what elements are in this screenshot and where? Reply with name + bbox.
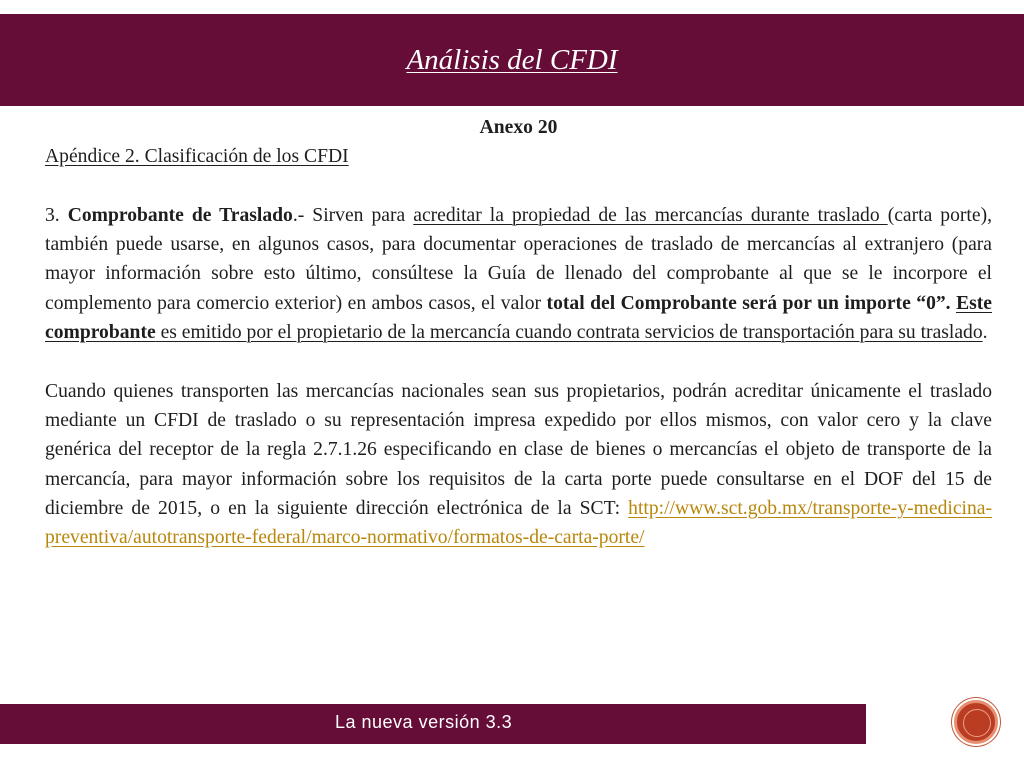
paragraph-traslado — [45, 201, 992, 347]
footer-text: La nueva versión 3.3 — [335, 712, 513, 732]
section-heading: Anexo 20 — [479, 117, 558, 138]
text-segment: (carta porte), también puede usarse, en algunos casos, para documentar operaciones de traslado de mercancías al extranjero (para mayor información sobre esto último, consúltese la Guía de llenado del comprobante al que se le incorpore el complemento para comercio exterior) en ambos casos, el valor — [45, 204, 992, 314]
spacer — [45, 347, 992, 376]
title-band — [0, 14, 1024, 106]
underlined-emitido: es emitido por el propietario de la mercancía cuando contrata servicios de transportación para su traslado — [155, 322, 983, 344]
text-segment: .- Sirven para — [292, 204, 414, 226]
slide-content — [45, 113, 992, 552]
spacer — [45, 172, 992, 201]
next-slide-circle-icon[interactable] — [954, 700, 998, 744]
item-number: 3. — [45, 204, 68, 226]
text-segment: Cuando quienes transporten las mercancías nacionales sean sus propietarios, podrán acreditar únicamente el traslado mediante un CFDI de traslado o su representación impresa expedido por ellos mismos, con valor cero y la clave genérica del receptor de la regla 2.7.1.26 especificando en clase de bienes o mercancías el objeto de transporte de la mercancía, para mayor información sobre los requisitos de la carta porte puede consultarse en el DOF del 15 de diciembre de 2015, o en la siguiente dirección electrónica de la SCT: — [45, 380, 992, 519]
paragraph-propietarios — [45, 377, 992, 553]
underlined-acreditar: acreditar la propiedad de las mercancías durante traslado — [413, 204, 888, 226]
appendix-heading — [45, 142, 992, 171]
appendix-heading-text: Apéndice 2. Clasificación de los CFDI — [45, 146, 349, 168]
underlined-este-comprobante: Este comprobante — [45, 292, 992, 344]
bold-importe-cero: total del Comprobante será por un importe “0”. — [546, 292, 951, 314]
term-comprobante-traslado: Comprobante de Traslado — [67, 204, 293, 226]
footer-band — [0, 704, 866, 744]
text-segment: . — [982, 322, 988, 344]
sct-link[interactable]: http://www.sct.gob.mx/transporte-y-medicina-preventiva/autotransporte-federal/marco-normativo/formatos-de-carta-porte/ — [45, 497, 992, 549]
slide-title: Análisis del CFDI — [406, 44, 618, 76]
